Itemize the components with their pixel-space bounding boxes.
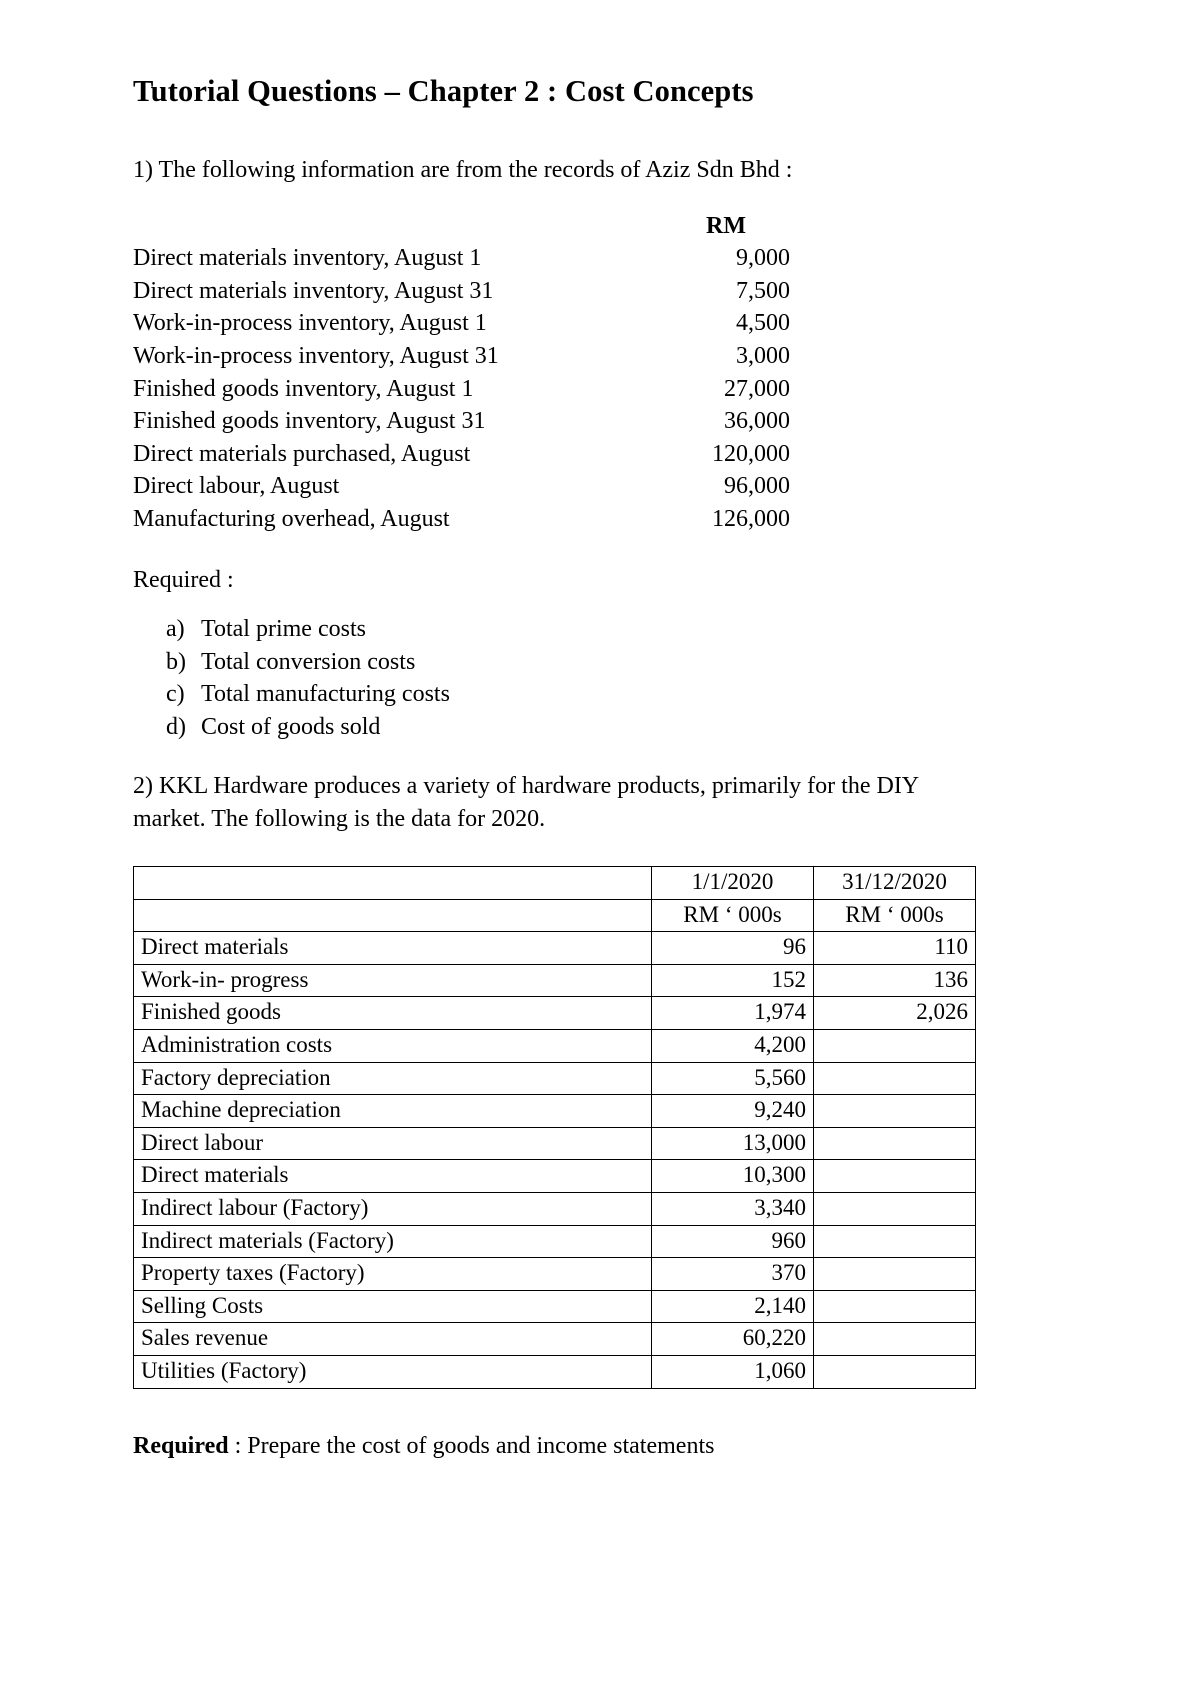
required-instruction: : Prepare the cost of goods and income statements [228,1432,715,1459]
figure-value: 36,000 [724,408,790,435]
row-value-opening: 4,200 [652,1030,814,1063]
row-label: Selling Costs [134,1290,652,1323]
figure-label: Direct materials inventory, August 31 [133,277,494,304]
question-1-intro: 1) The following information are from the records of Aziz Sdn Bhd : [133,156,793,183]
table-row [134,997,976,1030]
row-value-closing [814,1030,976,1063]
row-label: Indirect materials (Factory) [134,1225,652,1258]
row-value-opening: 5,560 [652,1062,814,1095]
table-row [134,1127,976,1160]
row-label: Direct materials [134,932,652,965]
question-2-required-line [133,1389,993,1461]
figure-row [133,438,993,471]
row-label: Utilities (Factory) [134,1355,652,1388]
figure-row [133,242,993,275]
figure-list-header-row [133,210,993,243]
figure-label: Work-in-process inventory, August 1 [133,310,487,337]
row-value-closing [814,1095,976,1128]
header-blank-cell [134,867,652,900]
figure-label: Direct materials purchased, August [133,440,471,467]
table-row [134,1258,976,1291]
row-value-opening: 10,300 [652,1160,814,1193]
required-list-item [166,646,993,678]
row-value-opening: 96 [652,932,814,965]
figure-row [133,340,993,373]
table-row [134,932,976,965]
table-row [134,964,976,997]
required-list-item [166,613,993,645]
page-content [133,0,993,1461]
row-value-closing [814,1290,976,1323]
row-value-opening: 2,140 [652,1290,814,1323]
table-row [134,1290,976,1323]
figure-label: Finished goods inventory, August 31 [133,408,486,435]
row-label: Work-in- progress [134,964,652,997]
figure-label: Direct labour, August [133,473,340,500]
figure-label: Direct materials inventory, August 1 [133,245,482,272]
row-label: Finished goods [134,997,652,1030]
row-value-opening: 13,000 [652,1127,814,1160]
row-value-closing: 110 [814,932,976,965]
cost-data-table [133,866,976,1389]
figure-value: 126,000 [712,505,790,532]
table-row [134,1030,976,1063]
row-label: Indirect labour (Factory) [134,1192,652,1225]
list-item-text: Total conversion costs [201,648,416,675]
table-header-row-units [134,899,976,932]
question-2-paragraph: 2) KKL Hardware produces a variety of hardware products, primarily for the DIY market. The following is the data for 2020. [133,773,919,832]
list-item-text: Total manufacturing costs [201,681,450,708]
list-marker: c) [166,681,185,708]
header-blank-cell [134,899,652,932]
row-value-closing [814,1355,976,1388]
required-keyword: Required [133,1432,229,1459]
figure-row [133,470,993,503]
row-value-closing [814,1323,976,1356]
figure-label: Manufacturing overhead, August [133,505,450,532]
row-value-closing [814,1160,976,1193]
row-value-closing [814,1127,976,1160]
row-value-closing: 136 [814,964,976,997]
figure-value: 27,000 [724,375,790,402]
row-value-opening: 60,220 [652,1323,814,1356]
row-value-opening: 3,340 [652,1192,814,1225]
figure-row [133,275,993,308]
figure-value: 4,500 [736,310,790,337]
row-value-opening: 370 [652,1258,814,1291]
figure-value: 120,000 [712,440,790,467]
row-value-closing [814,1225,976,1258]
figure-row [133,503,993,536]
header-date-closing: 31/12/2020 [814,867,976,900]
table-row [134,1323,976,1356]
table-header-row-dates [134,867,976,900]
row-value-closing: 2,026 [814,997,976,1030]
list-marker: b) [166,648,186,675]
row-value-closing [814,1192,976,1225]
list-marker: d) [166,713,186,740]
required-list-item [166,678,993,710]
row-value-opening: 960 [652,1225,814,1258]
row-value-opening: 1,974 [652,997,814,1030]
page-title: Tutorial Questions – Chapter 2 : Cost Concepts [133,74,754,108]
row-label: Factory depreciation [134,1062,652,1095]
header-units-opening: RM ‘ 000s [652,899,814,932]
figure-label: Finished goods inventory, August 1 [133,375,474,402]
header-units-closing: RM ‘ 000s [814,899,976,932]
table-row [134,1095,976,1128]
figure-row [133,373,993,406]
list-item-text: Cost of goods sold [201,713,381,740]
question-1-required-label: Required : [133,567,234,594]
row-label: Direct labour [134,1127,652,1160]
table-row [134,1062,976,1095]
row-label: Sales revenue [134,1323,652,1356]
header-date-opening: 1/1/2020 [652,867,814,900]
figure-row [133,307,993,340]
figure-value: 3,000 [736,342,790,369]
row-label: Administration costs [134,1030,652,1063]
row-label: Direct materials [134,1160,652,1193]
row-value-closing [814,1258,976,1291]
currency-header: RM [706,212,746,239]
figure-row [133,405,993,438]
list-marker: a) [166,616,185,643]
figure-value: 9,000 [736,245,790,272]
table-row [134,1192,976,1225]
figure-value: 96,000 [724,473,790,500]
list-item-text: Total prime costs [201,616,366,643]
row-value-closing [814,1062,976,1095]
row-value-opening: 1,060 [652,1355,814,1388]
row-value-opening: 9,240 [652,1095,814,1128]
question-1-figure-list [133,185,993,536]
row-label: Machine depreciation [134,1095,652,1128]
row-label: Property taxes (Factory) [134,1258,652,1291]
row-value-opening: 152 [652,964,814,997]
table-row [134,1355,976,1388]
required-list-item [166,711,993,743]
question-1-required-list [133,595,993,743]
table-row [134,1160,976,1193]
figure-label: Work-in-process inventory, August 31 [133,342,499,369]
figure-value: 7,500 [736,277,790,304]
question-2-table-wrapper [133,835,993,1389]
table-row [134,1225,976,1258]
